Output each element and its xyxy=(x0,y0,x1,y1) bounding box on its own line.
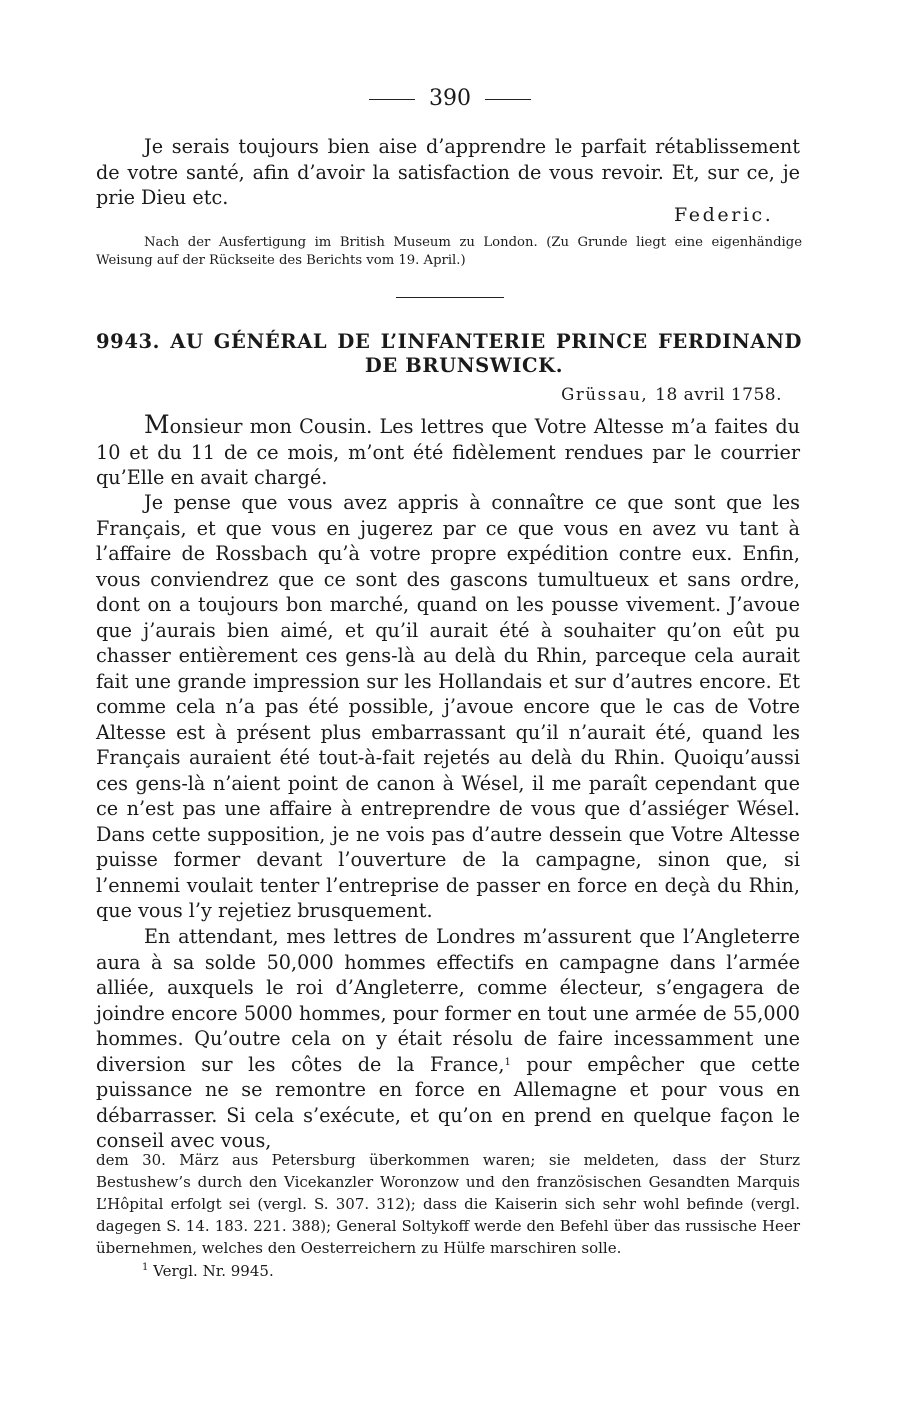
letter-heading xyxy=(96,330,802,378)
letter-paragraph-2: Je pense que vous avez appris à connaître ce que sont que les Français, et que vous en jugerez par ce que vous en avez vu tant à l’affaire de Rossbach qu’à votre propre expédition contre eux. Enfin, vous conviendrez que ce sont des gascons tumultueux et sans ordre, dont on a toujours bon marché, quand on les pousse vivement. J’avoue que j’aurais bien aimé, et qu’il aurait été à souhaiter qu’on eût pu chasser entièrement ces gens-là au delà du Rhin, parceque cela aurait fait une grande impression sur les Hollandais et sur d’autres encore. Et comme cela n’a pas été possible, j’avoue encore que le cas de Votre Altesse est à présent plus embarrassant qu’il n’aurait été, quand les Français auraient été tout-à-fait rejetés au delà du Rhin. Quoiqu’aussi ces gens-là n’aient point de canon à Wésel, il me paraît cependant que ce n’est pas une affaire à entreprendre de vous que d’assiéger Wésel. Dans cette supposition, je ne vois pas d’autre dessein que Votre Altesse puisse former devant l’ouverture de la campagne, sinon que, si l’ennemi voulait tenter l’entreprise de passer en force en deçà du Rhin, que vous l’y rejetiez brusquement. xyxy=(96,491,800,922)
paragraph-3-text-part1: En attendant, mes lettres de Londres m’assurent que l’Angleterre aura à sa solde 50,000 hommes effectifs en campagne dans l’armée alliée, auxquels le roi d’Angleterre, comme électeur, s’engagera de joindre encore 5000 hommes, pour former en tout une armée de 55,000 hommes. Qu’outre cela on y était résolu de faire incessamment une diversion sur les côtes de la France, xyxy=(96,925,800,1076)
source-note: Nach der Ausfertigung im British Museum zu London. (Zu Grunde liegt eine eigenhändige Weisung auf der Rückseite des Berichts vom 19. April.) xyxy=(96,235,802,268)
closing-paragraph: Je serais toujours bien aise d’apprendre le parfait rétablissement de votre santé, afin d’avoir la satisfaction de vous revoir. Et, sur ce, je prie Dieu etc. xyxy=(96,135,800,209)
section-divider xyxy=(396,297,504,298)
page-header xyxy=(0,84,900,114)
footnote-1 xyxy=(142,1260,274,1282)
letter-number: 9943. xyxy=(96,330,161,353)
footnote-1-text: Vergl. Nr. 9945. xyxy=(148,1262,274,1280)
footnote-1-marker: 1 xyxy=(142,1262,149,1273)
salutation-initial: M xyxy=(144,410,170,439)
header-dash-left xyxy=(369,99,415,100)
dateline-date: 18 avril 1758. xyxy=(655,385,782,405)
paragraph-1-text: onsieur mon Cousin. Les lettres que Votre Altesse m’a faites du 10 et du 11 de ce mois, m’ont été fidèlement rendues par le courrier qu’Elle en avait chargé. xyxy=(96,415,800,489)
letter-title-line1: AU GÉNÉRAL DE L’INFANTERIE PRINCE FERDINAND xyxy=(170,330,802,353)
letter-paragraph-1 xyxy=(96,412,800,491)
paragraph-3-text-part2: pour empêcher que cette puissance ne se remontre en force en Allemagne et pour vous en débarrasser. Si cela s’exécute, et qu’on en prend en quelque façon le conseil avec vous, xyxy=(96,1052,801,1152)
footnote-continuation: dem 30. März aus Petersburg überkommen waren; sie meldeten, dass der Sturz Bestushew’s durch den Vicekanzler Woronzow und den französischen Gesandten Marquis L’Hôpital erfolgt sei (vergl. S. 307. 312); dass die Kaiserin sich sehr wohl befinde (vergl. dagegen S. 14. 183. 221. 388); General Soltykoff werde den Befehl über das russische Heer übernehmen, welches den Oesterreichern zu Hülfe marschiren solle. xyxy=(96,1151,800,1257)
footnote-reference: 1 xyxy=(504,1056,511,1068)
letter-title-line2: DE BRUNSWICK. xyxy=(364,354,564,377)
letter-heading-line1 xyxy=(96,330,802,354)
dateline xyxy=(561,385,782,405)
letter-paragraph-3 xyxy=(96,924,800,1154)
header-dash-right xyxy=(485,99,531,100)
signature: Federic. xyxy=(674,204,774,226)
page-number: 390 xyxy=(429,86,471,111)
dateline-place: Grüssau, xyxy=(561,385,649,404)
